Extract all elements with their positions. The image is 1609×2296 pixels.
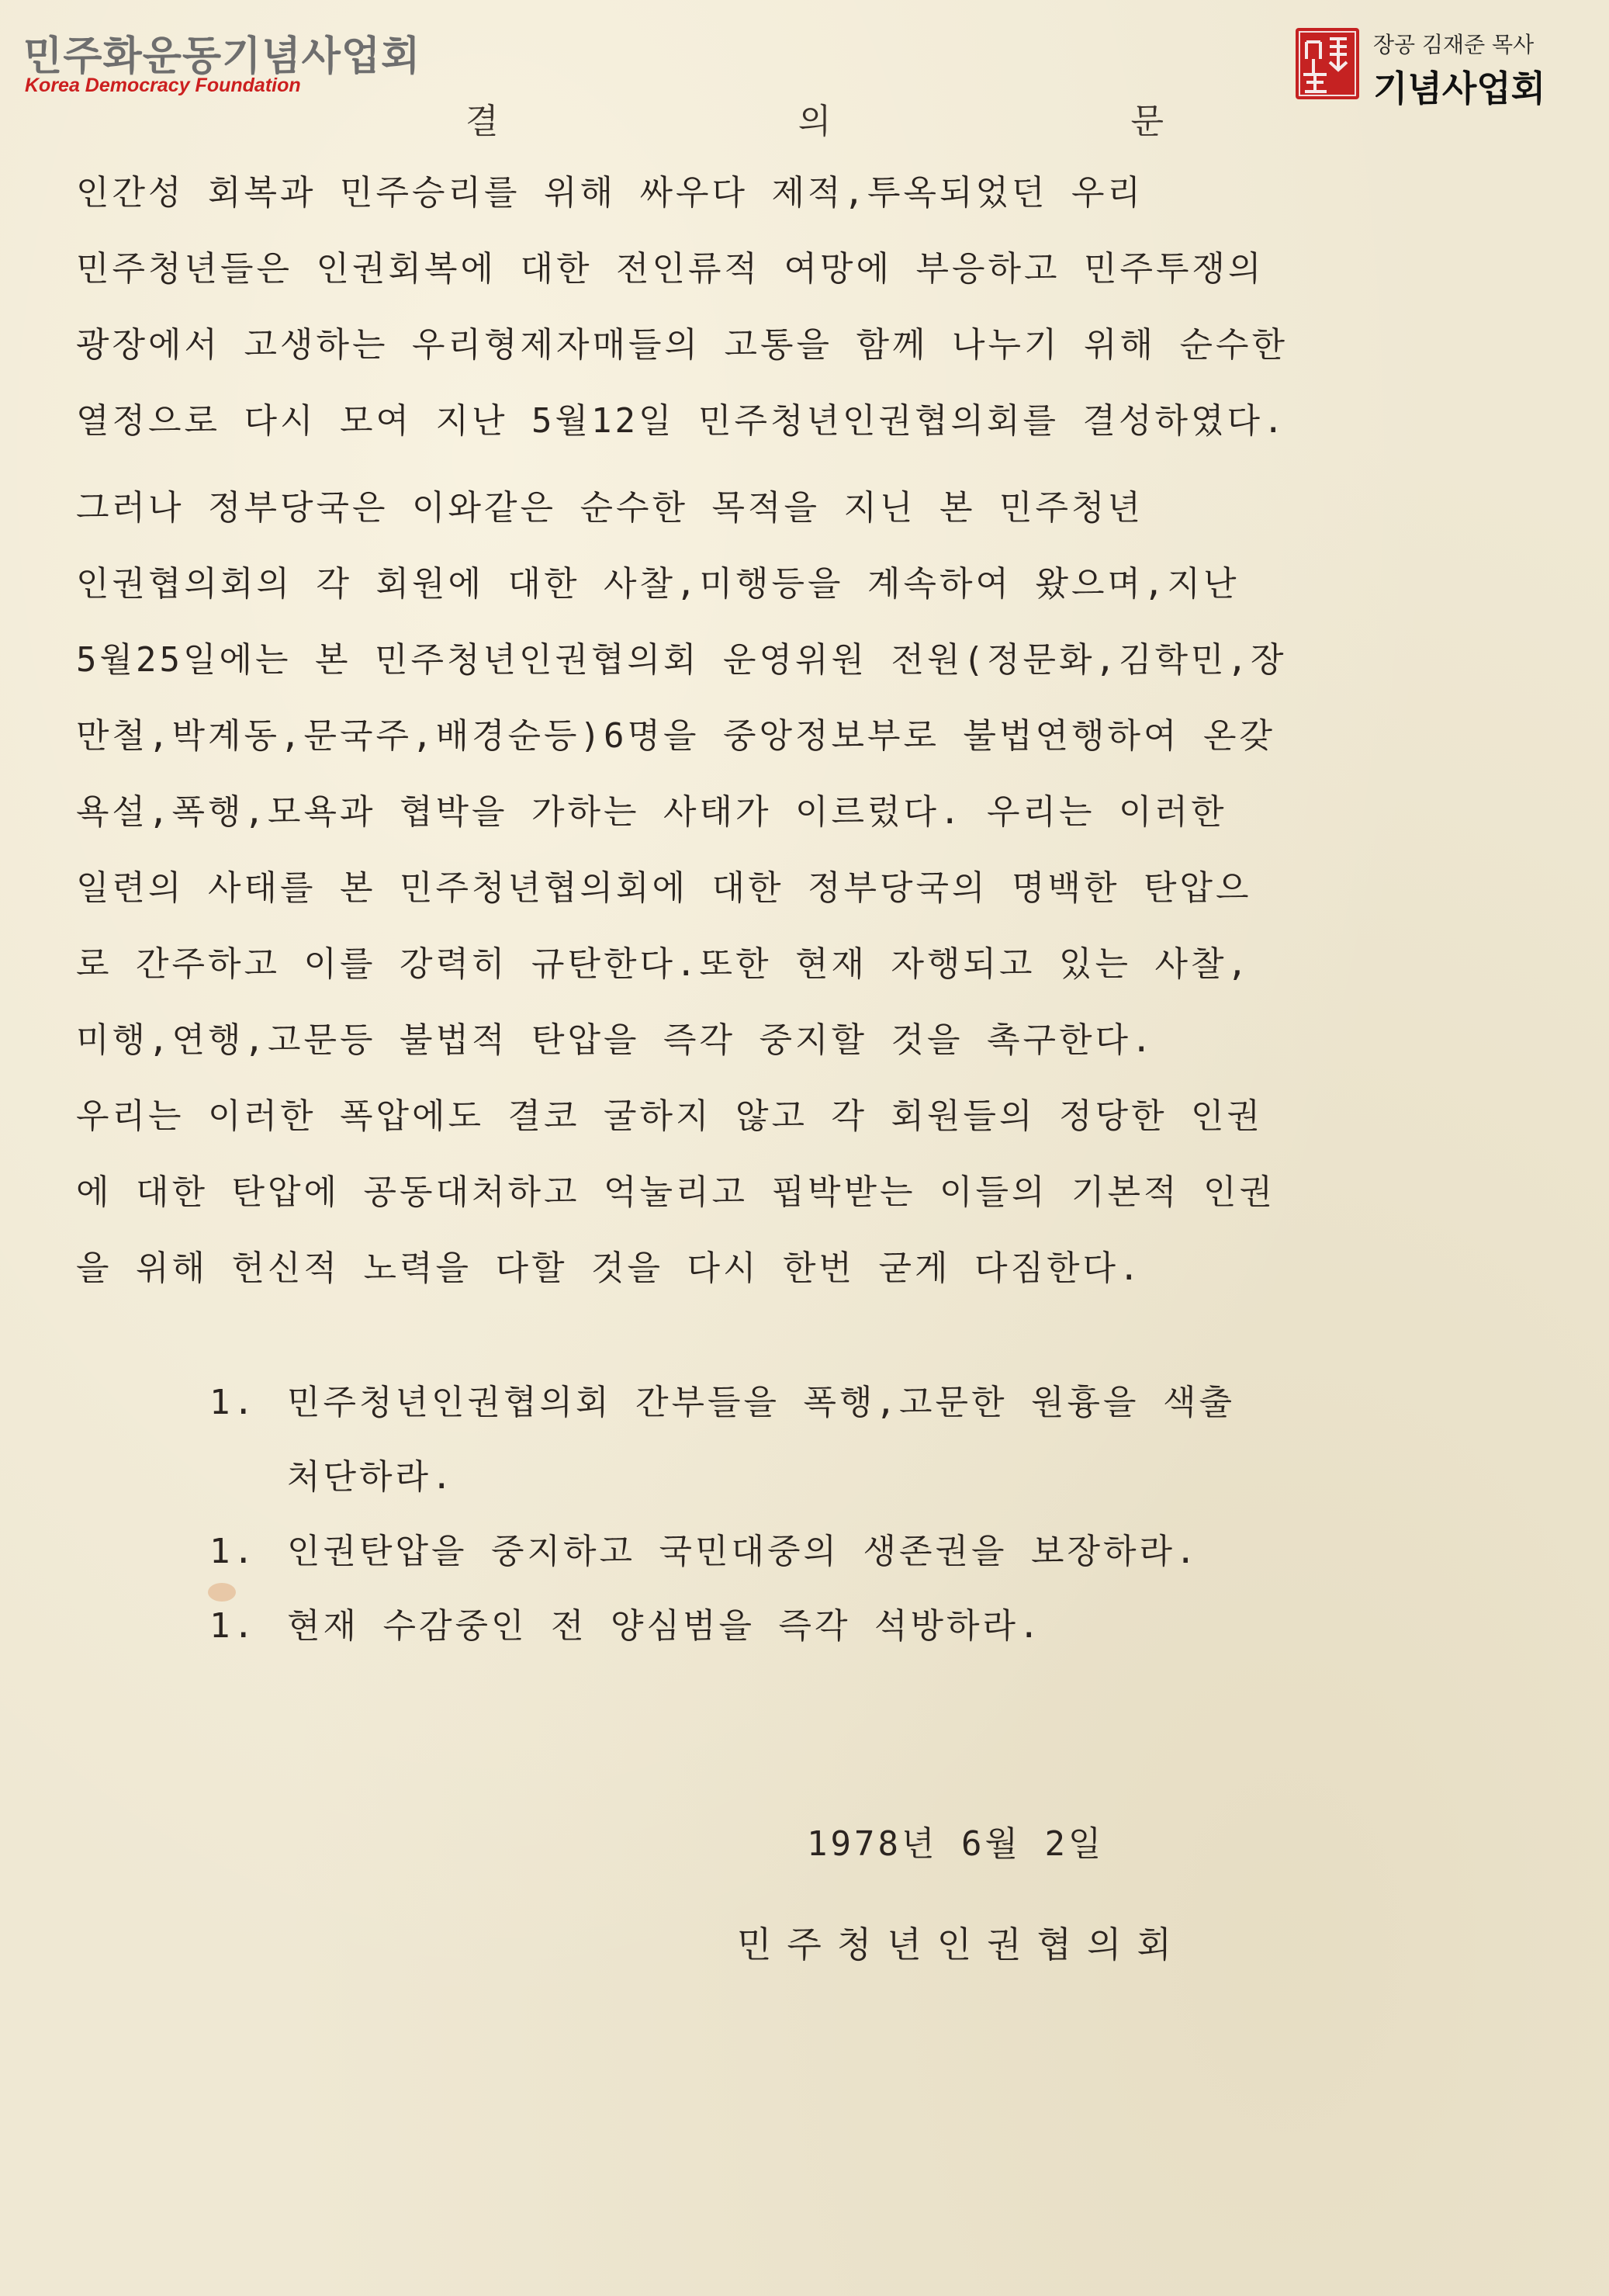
- text-line: 민주청년들은 인권회복에 대한 전인류적 여망에 부응하고 민주투쟁의: [76, 249, 1265, 289]
- text-line: 을 위해 헌신적 노력을 다할 것을 다시 한번 굳게 다짐한다.: [76, 1248, 1143, 1288]
- signatory-organization: 민주청년인권협의회: [737, 1924, 1187, 1965]
- paragraph-2: [76, 470, 1566, 1307]
- text-line: 열정으로 다시 모여 지난 5월12일 민주청년인권협의회를 결성하였다.: [76, 401, 1287, 441]
- text-line: 일련의 사태를 본 민주청년협의회에 대한 정부당국의 명백한 탄압으: [76, 868, 1252, 908]
- text-line: 광장에서 고생하는 우리형제자매들의 고통을 함께 나누기 위해 순수한: [76, 325, 1289, 365]
- title-char: 문: [1130, 102, 1164, 141]
- resolution-text: 인권탄압을 중지하고 국민대중의 생존권을 보장하라.: [287, 1532, 1199, 1571]
- kdf-logo: [23, 23, 421, 101]
- text-line: 만철,박계동,문국주,배경순등)6명을 중앙정보부로 불법연행하여 온갖: [76, 716, 1276, 756]
- resolution-number: 1.: [209, 1606, 257, 1646]
- text-line: 인권협의회의 각 회원에 대한 사찰,미행등을 계속하여 왔으며,지난: [76, 564, 1240, 604]
- text-line: 그러나 정부당국은 이와같은 순수한 목적을 지닌 본 민주청년: [76, 488, 1144, 528]
- red-seal-icon: [1296, 28, 1359, 99]
- text-line: 로 간주하고 이를 강력히 규탄한다.또한 현재 자행되고 있는 사찰,: [76, 944, 1251, 984]
- resolution-number: 1.: [209, 1383, 257, 1422]
- paragraph-1: [76, 155, 1566, 459]
- resolution-item: [209, 1515, 1528, 1589]
- text-line: 에 대한 탄압에 공동대처하고 억눌리고 핍박받는 이들의 기본적 인권: [76, 1172, 1276, 1212]
- jg-memorial-logo: [1296, 23, 1590, 109]
- resolution-text: 민주청년인권협의회 간부들을 폭행,고문한 원흉을 색출: [287, 1383, 1236, 1422]
- kdf-logo-korean: 민주화운동기념사업회: [23, 33, 421, 80]
- jg-logo-subtitle: 장공 김재준 목사: [1373, 32, 1535, 57]
- title-char: 결: [465, 102, 499, 141]
- resolution-line: [209, 1589, 1528, 1664]
- resolution-list: [209, 1366, 1528, 1664]
- text-line: 인간성 회복과 민주승리를 위해 싸우다 제적,투옥되었던 우리: [76, 173, 1144, 213]
- resolution-number: 1.: [209, 1532, 257, 1571]
- resolution-item: [209, 1366, 1528, 1515]
- text-line: 5월25일에는 본 민주청년인권협의회 운영위원 전원(정문화,김학민,장: [76, 640, 1287, 680]
- resolution-line: [209, 1366, 1528, 1440]
- text-line: 미행,연행,고문등 불법적 탄압을 즉각 중지할 것을 촉구한다.: [76, 1020, 1155, 1060]
- kdf-logo-english: Korea Democracy Foundation: [25, 74, 301, 96]
- resolution-text: 처단하라.: [287, 1457, 455, 1497]
- document-date: 1978년 6월 2일: [807, 1824, 1105, 1864]
- text-line: 욕설,폭행,모욕과 협박을 가하는 사태가 이르렀다. 우리는 이러한: [76, 792, 1227, 832]
- text-line: 우리는 이러한 폭압에도 결코 굴하지 않고 각 회원들의 정당한 인권: [76, 1096, 1264, 1136]
- resolution-item: [209, 1589, 1528, 1664]
- jg-logo-title: 기념사업회: [1373, 68, 1546, 109]
- title-char: 의: [798, 102, 832, 141]
- document-title: [465, 93, 1164, 143]
- resolution-line: [209, 1515, 1528, 1589]
- resolution-text: 현재 수감중인 전 양심범을 즉각 석방하라.: [287, 1606, 1043, 1646]
